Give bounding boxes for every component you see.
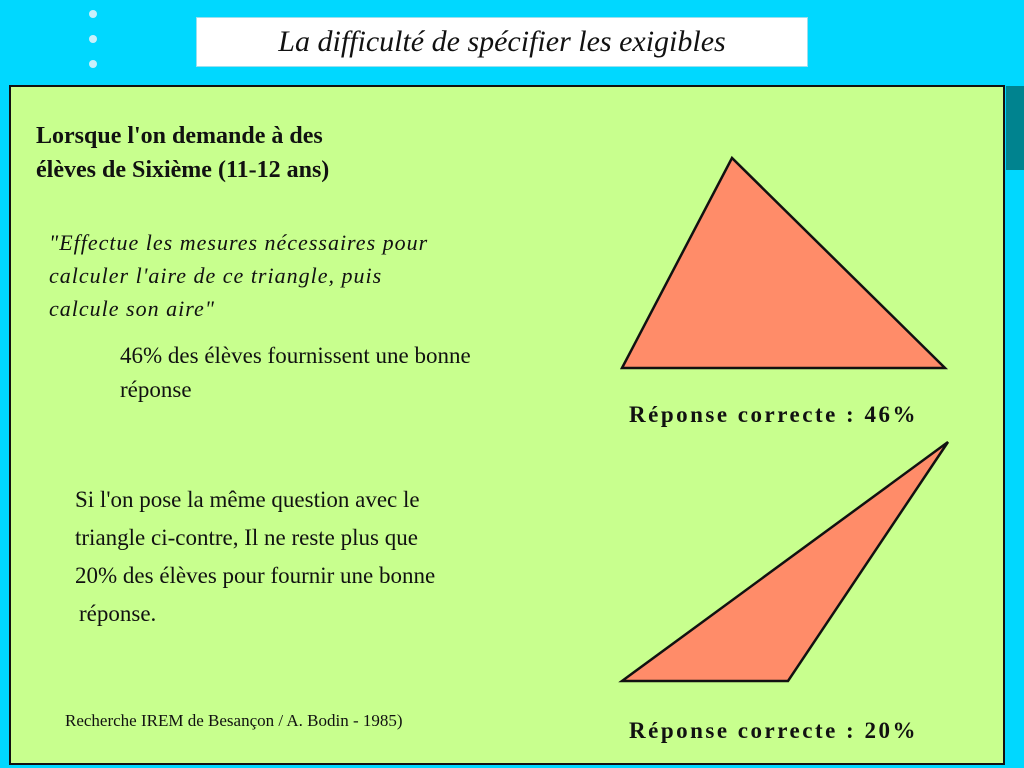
triangle-acute bbox=[622, 158, 945, 368]
quote-line: "Effectue les mesures nécessaires pour bbox=[49, 230, 429, 255]
result-line: 46% des élèves fournissent une bonne bbox=[120, 343, 471, 368]
quote-line: calculer l'aire de ce triangle, puis bbox=[49, 263, 383, 288]
slide-title: La difficulté de spécifier les exigibles bbox=[278, 25, 726, 58]
para-line: Si l'on pose la même question avec le bbox=[75, 487, 420, 512]
intro-line: Lorsque l'on demande à des bbox=[36, 123, 323, 149]
caption-triangle-2: Réponse correcte : 20% bbox=[629, 718, 918, 743]
caption-triangle-1: Réponse correcte : 46% bbox=[629, 402, 918, 427]
content-panel bbox=[9, 85, 1005, 765]
quote-line: calcule son aire" bbox=[49, 296, 215, 321]
source-citation: Recherche IREM de Besançon / A. Bodin - 1985) bbox=[65, 711, 403, 730]
para-line: triangle ci-contre, Il ne reste plus que bbox=[75, 525, 418, 550]
dot bbox=[89, 10, 97, 18]
title-box bbox=[196, 17, 808, 67]
dot bbox=[89, 60, 97, 68]
bullet-dots bbox=[89, 10, 99, 85]
triangle-obtuse bbox=[622, 442, 948, 681]
para-line: 20% des élèves pour fournir une bonne bbox=[75, 563, 436, 588]
dot bbox=[89, 35, 97, 43]
para-line: réponse. bbox=[79, 601, 157, 626]
accent-bar bbox=[1006, 86, 1024, 170]
result-line: réponse bbox=[120, 377, 192, 402]
intro-line: élèves de Sixième (11-12 ans) bbox=[36, 157, 330, 183]
